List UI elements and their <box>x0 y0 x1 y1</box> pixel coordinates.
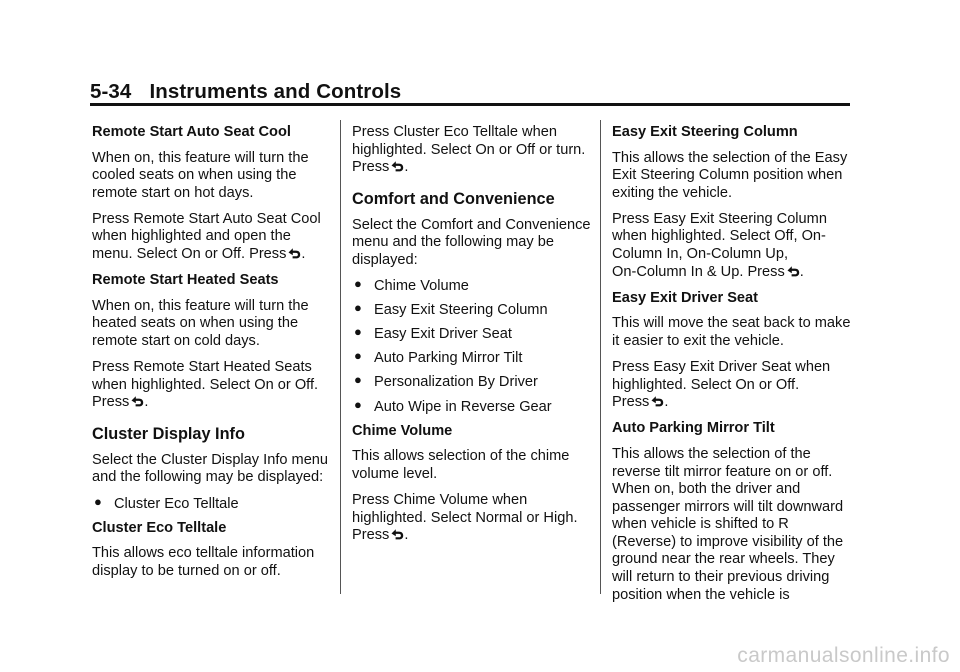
section-title: Instruments and Controls <box>149 80 402 103</box>
column-1 <box>92 124 332 589</box>
column-2 <box>352 124 597 553</box>
bullet-icon: ● <box>94 493 102 509</box>
heading-easy-exit-steering-column: Easy Exit Steering Column <box>612 124 798 140</box>
paragraph: This allows eco telltale information display to be turned on or off. <box>92 545 315 579</box>
paragraph: Select the Comfort and Convenience menu and the following may be displayed: <box>352 216 591 268</box>
heading-remote-start-auto-seat-cool: Remote Start Auto Seat Cool <box>92 124 291 140</box>
bullet-icon: ● <box>354 396 362 412</box>
bullet-icon: ● <box>354 324 362 340</box>
section-heading-comfort-and-convenience: Comfort and Convenience <box>352 189 555 208</box>
page-header <box>90 80 850 104</box>
paragraph: Press Cluster Eco Telltale when highlighted. Select On or Off or turn. Press . <box>352 124 586 176</box>
heading-chime-volume: Chime Volume <box>352 422 453 439</box>
paragraph: This allows selection of the chime volume level. <box>352 448 570 482</box>
paragraph: This allows the selection of the Easy Exit Steering Column position when exiting the vehicle. <box>612 149 848 201</box>
back-arrow-icon <box>287 247 301 259</box>
column-3 <box>612 124 856 613</box>
paragraph: This will move the seat back to make it easier to exit the vehicle. <box>612 315 851 349</box>
list-item: ● Cluster Eco Telltale <box>94 493 239 512</box>
bullet-icon: ● <box>354 300 362 316</box>
back-arrow-icon <box>390 528 404 540</box>
heading-remote-start-heated-seats: Remote Start Heated Seats <box>92 272 279 289</box>
list-item: ● Personalization By Driver <box>354 372 538 391</box>
paragraph: When on, this feature will turn the heated seats on when using the remote start on cold days. <box>92 297 309 349</box>
paragraph: When on, this feature will turn the cooled seats on when using the remote start on hot days. <box>92 149 309 201</box>
heading-auto-parking-mirror-tilt: Auto Parking Mirror Tilt <box>612 420 775 437</box>
paragraph: This allows the selection of the reverse tilt mirror feature on or off. When on, both the driver and passenger mirrors will tilt downward when vehicle is shifted to R (Reverse) to improve visibility of the ground near the rear wheels. They will return to their previous driving position when the vehicle is <box>612 445 844 603</box>
heading-cluster-eco-telltale: Cluster Eco Telltale <box>92 519 227 536</box>
header-title <box>90 80 850 104</box>
back-arrow-icon <box>786 265 800 277</box>
bullet-icon: ● <box>354 276 362 292</box>
header-rule <box>90 103 850 106</box>
back-arrow-icon <box>390 160 404 172</box>
bullet-icon: ● <box>354 348 362 364</box>
back-arrow-icon <box>130 395 144 407</box>
list-item: ● Auto Wipe in Reverse Gear <box>354 396 552 415</box>
bullet-icon: ● <box>354 372 362 388</box>
list-item: ● Auto Parking Mirror Tilt <box>354 348 523 367</box>
paragraph: Press Chime Volume when highlighted. Select Normal or High. Press . <box>352 491 578 544</box>
paragraph: Press Remote Start Auto Seat Cool when highlighted and open the menu. Select On or Off. Press . <box>92 210 321 263</box>
paragraph: Select the Cluster Display Info menu and the following may be displayed: <box>92 451 329 486</box>
back-arrow-icon <box>650 395 664 407</box>
paragraph: Press Easy Exit Steering Column when highlighted. Select Off, On-Column In, On-Column Up, On-Column In & Up. Press . <box>612 210 827 280</box>
list-item: ● Easy Exit Steering Column <box>354 300 548 319</box>
page-number: 5-34 <box>90 80 132 103</box>
heading-easy-exit-driver-seat: Easy Exit Driver Seat <box>612 289 759 306</box>
list-item: ● Chime Volume <box>354 276 469 295</box>
column-divider-1 <box>340 120 341 594</box>
column-divider-2 <box>600 120 601 594</box>
paragraph: Press Remote Start Heated Seats when highlighted. Select On or Off. Press . <box>92 359 319 411</box>
watermark: carmanualsonline.info <box>737 644 950 667</box>
section-heading-cluster-display-info: Cluster Display Info <box>92 424 245 443</box>
list-item: ● Easy Exit Driver Seat <box>354 324 512 343</box>
paragraph: Press Easy Exit Driver Seat when highlighted. Select On or Off. Press . <box>612 359 831 411</box>
